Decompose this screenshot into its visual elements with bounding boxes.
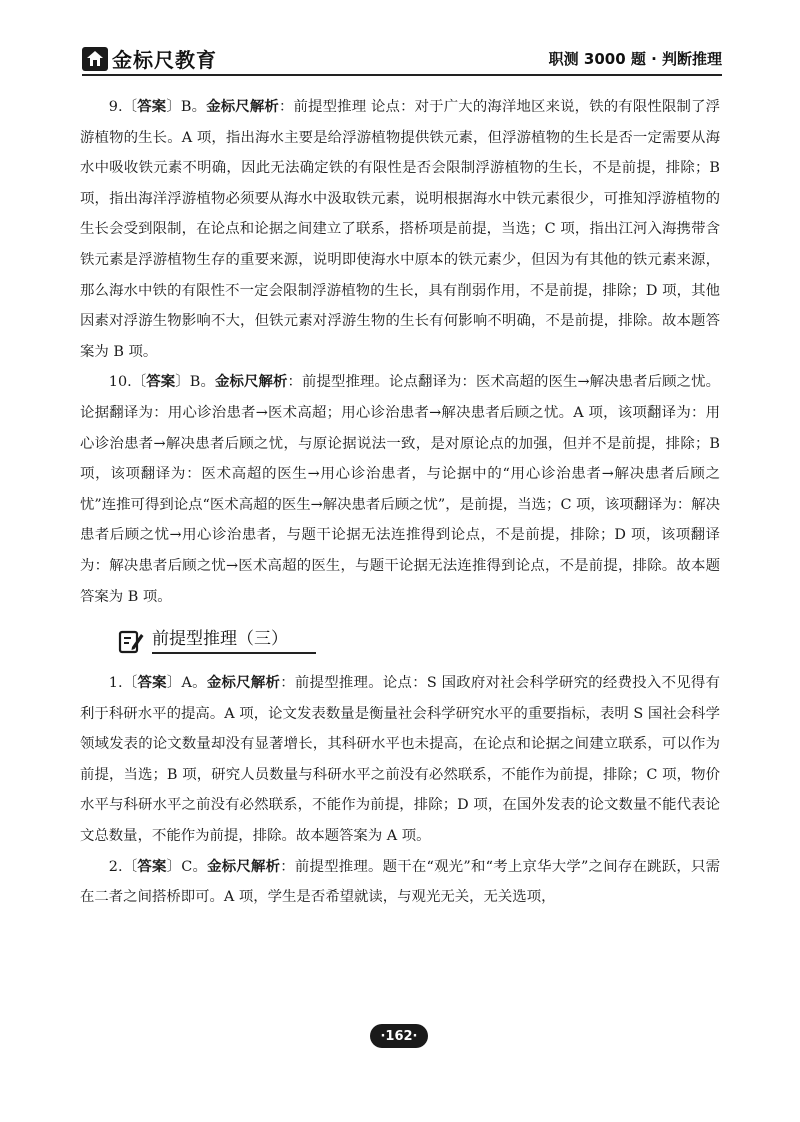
answer-paragraph-9 [80,92,720,367]
analysis-text: ：前提型推理。论点：S 国政府对社会科学研究的经费投入不见得有利于科研水平的提高。A 项，论文发表数量是衡量社会科学研究水平的重要指标，表明 S 国社会科学领域发表的论文数量却没有显著增长，其科研水平也未提高，在论点和论据之间建立联系，可以作为前提，当选；B 项，研究人员数量与科研水平之前没有必然联系，不能作为前提，排除；C 项，物价水平与科研水平之前没有必然联系，不能作为前提，排除；D 项，在国外发表的论文数量不能代表论文总数量，不能作为前提，排除。故本题答案为 A 项。 [80,675,720,845]
section-title: 前提型推理（三） [152,624,316,654]
analysis-label: 金标尺解析 [207,858,281,875]
question-number: 10.〔 [108,374,147,391]
question-number: 1.〔 [108,675,138,692]
page-number: ·162· [370,1024,428,1048]
question-number: 2.〔 [108,858,138,875]
brand-logo [82,44,217,73]
analysis-text: ：前提型推理。题干在“观光”和“考上京华大学”之间存在跳跃，只需在二者之间搭桥即可。A 项，学生是否希望就读，与观光无关，无关选项， [80,858,720,906]
answer-paragraph-2 [80,852,720,913]
answer-choice: 〕B。 [166,99,207,115]
analysis-label: 金标尺解析 [206,99,279,115]
answer-label: 答案 [137,99,167,115]
answer-choice: 〕B。 [175,374,215,391]
analysis-text: ：前提型推理 论点：对于广大的海洋地区来说，铁的有限性限制了浮游植物的生长。A 项，指出海水主要是给浮游植物提供铁元素，但浮游植物的生长是否一定需要从海水中吸收铁元素不明确，因此无法确定铁的有限性是否会限制浮游植物的生长，不是前提，排除；B 项，指出海洋浮游植物必须要从海水中汲取铁元素，说明根据海水中铁元素很少，可推知浮游植物的生长会受到限制，在论点和论据之间建立了联系，搭桥项是前提，当选；C 项，指出江河入海携带含铁元素是浮游植物生存的重要来源，说明即使海水中原本的铁元素少，但因为有其他的铁元素来源，那么海水中铁的有限性不一定会限制浮游植物的生长，具有削弱作用，不是前提，排除；D 项，其他因素对浮游生物影响不大，但铁元素对浮游生物的生长有何影响不明确，不是前提，排除。故本题答案为 B 项。 [80,99,721,360]
analysis-label: 金标尺解析 [206,675,281,692]
logo-icon [82,47,108,71]
answer-choice: 〕C。 [166,858,208,875]
page-header [82,40,722,76]
analysis-text: ：前提型推理。论点翻译为：医术高超的医生→解决患者后顾之忧。论据翻译为：用心诊治患者→医术高超；用心诊治患者→解决患者后顾之忧。A 项，该项翻译为：用心诊治患者→解决患者后顾之忧，与原论据说法一致，是对原论点的加强，但并不是前提，排除；B 项，该项翻译为：医术高超的医生→用心诊治患者，与论据中的“用心诊治患者→解决患者后顾之忧”连推可得到论点“医术高超的医生→解决患者后顾之忧”，是前提，当选；C 项，该项翻译为：解决患者后顾之忧→用心诊治患者，与题干论据无法连推得到论点，不是前提，排除；D 项，该项翻译为：解决患者后顾之忧→医术高超的医生，与题干论据无法连推得到论点，不是前提，排除。故本题答案为 B 项。 [80,374,720,605]
book-title: 职测 3000 题 · 判断推理 [548,50,722,68]
answer-paragraph-10 [80,367,720,612]
answer-paragraph-1 [80,668,720,852]
answer-choice: 〕A。 [166,675,207,692]
section-heading [80,624,720,654]
answer-label: 答案 [137,858,167,875]
page-content [80,92,720,913]
question-number: 9.〔 [108,99,138,115]
answer-label: 答案 [146,374,176,391]
edit-note-icon [118,628,144,654]
logo-text: 金标尺教育 [112,48,217,72]
answer-label: 答案 [137,675,167,692]
analysis-label: 金标尺解析 [214,374,288,391]
